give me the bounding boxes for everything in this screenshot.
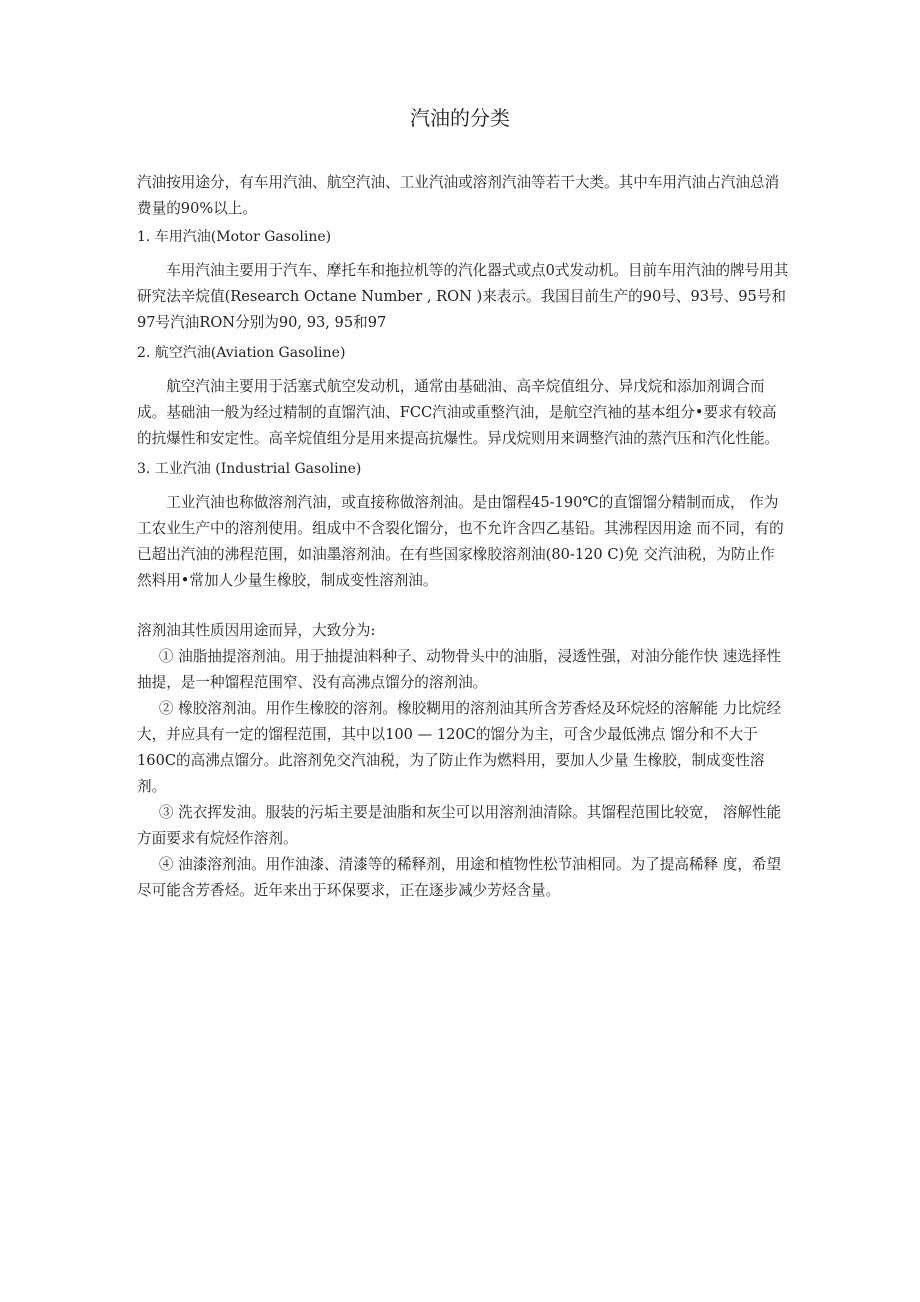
- solvent-item-oil-extraction: ① 油脂抽提溶剂油。用于抽提油料种子、动物骨头中的油脂，浸透性强，对油分能作快 速选择性抽提，是一种馏程范围窄、没有高沸点馏分的溶剂油。: [137, 648, 782, 691]
- document-body: [137, 170, 789, 904]
- section-body-aviation-gasoline: 航空汽油主要用于活塞式航空发动机，通常由基础油、高辛烷值组分、异戊烷和添加剂调合而成。基础油一般为经过精制的直馏汽油、FCC汽油或重整汽油，是航空汽袖的基本组分•要求有较高的抗爆性和安定性。高辛烷值组分是用来提高抗爆性。异戊烷则用来调整汽油的蒸汽压和汽化性能。: [137, 378, 780, 447]
- solvent-item-dry-cleaning: ③ 洗衣挥发油。服装的污垢主要是油脂和灰尘可以用溶剂油清除。其馏程范围比较宽， 溶解性能方面要求有烷烃作溶剂。: [137, 804, 782, 847]
- solvent-item-paint: ④ 油漆溶剂油。用作油漆、清漆等的稀释剂，用途和植物性松节油相同。为了提高稀释 度，希望尽可能含芳香烃。近年来出于环保要求，正在逐步减少芳烃含量。: [137, 856, 782, 899]
- solvent-intro: 溶剂油其性质因用途而异，大致分为:: [137, 622, 376, 639]
- solvent-item-rubber: ② 橡胶溶剂油。用作生橡胶的溶剂。橡胶糊用的溶剂油其所含芳香烃及环烷烃的溶解能 力比烷经大，并应具有一定的馏程范围，其中以100 — 120C的馏分为主，可含少最低沸点 馏分和不大于160C的高沸点馏分。此溶剂免交汽油税，为了防止作为燃料用，要加人少量 生橡胶，制成变性溶剂。: [137, 700, 782, 795]
- page-title: 汽油的分类: [410, 106, 510, 130]
- section-heading-motor-gasoline: 1. 车用汽油(Motor Gasoline): [137, 229, 332, 245]
- section-heading-industrial-gasoline: 3. 工业汽油 (Industrial Gasoline): [137, 461, 362, 477]
- section-body-motor-gasoline: 车用汽油主要用于汽车、摩托车和拖拉机等的汽化器式或点0式发动机。目前车用汽油的牌号用其研究法辛烷值(Research Octane Number , RON )来表示。我国目前生产的90号、93号、95号和97号汽油RON分别为90, 93, 95和97: [137, 262, 789, 331]
- section-heading-aviation-gasoline: 2. 航空汽油(Aviation Gasoline): [137, 345, 346, 361]
- intro-paragraph: 汽油按用途分，有车用汽油、航空汽油、工业汽油或溶剂汽油等若干大类。其中车用汽油占汽油总消费量的90%以上。: [137, 174, 780, 217]
- section-body-industrial-gasoline: 工业汽油也称做溶剂汽油，或直接称做溶剂油。是由馏程45-190℃的直馏馏分精制而成， 作为工农业生产中的溶剂使用。组成中不含裂化馏分，也不允许含四乙基铅。其沸程因用途 而不同，有的已超出汽油的沸程范围，如油墨溶剂油。在有些国家橡胶溶剂油(80-120 C)免 交汽油税，为防止作然料用•常加人少量生橡胶，制成变性溶剂油。: [137, 494, 784, 589]
